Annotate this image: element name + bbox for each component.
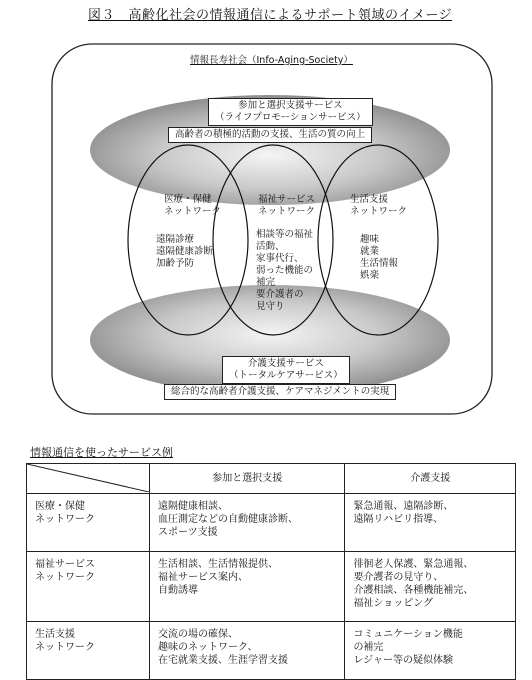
medical-circle-items: 遠隔診療 遠隔健康診断 加齢予防: [156, 234, 214, 269]
welfare-circle-items: 相談等の福祉 活動、 家事代行、 弱った機能の 補完 要介護者の 見守り: [256, 229, 314, 312]
participation-description: 高齢者の積極的活動の支援、生活の質の向上: [168, 127, 372, 143]
table-title: 情報通信を使ったサービス例: [30, 446, 173, 459]
society-label: 情報長寿社会（Info-Aging-Society）: [186, 54, 357, 68]
life-circle-items: 趣味 就業 生活情報 娯楽: [360, 234, 399, 281]
care-box-line-2: （トータルケアサービス）: [229, 370, 343, 381]
participation-service-box: [208, 98, 373, 126]
row-label-medical: 医療・保健 ネットワーク: [27, 494, 150, 552]
table-row: [27, 622, 516, 680]
welfare-circle-title: 福祉サービス ネットワーク: [258, 194, 316, 217]
table-header-row: [27, 464, 516, 494]
cell-medical-participation: 遠隔健康相談、 血圧測定などの自動健康診断、 スポーツ支援: [150, 494, 345, 552]
table-row: [27, 552, 516, 622]
care-box-line-1: 介護支援サービス: [247, 358, 324, 369]
medical-circle-title: 医療・保健 ネットワーク: [164, 194, 222, 217]
table-corner-cell: [27, 464, 150, 494]
header-participation: 参加と選択支援: [150, 464, 345, 494]
row-label-welfare: 福祉サービス ネットワーク: [27, 552, 150, 622]
cell-medical-care: 緊急通報、遠隔診断、 遠隔リハビリ指導、: [345, 494, 516, 552]
cell-welfare-participation: 生活相談、生活情報提供、 福祉サービス案内、 自動誘導: [150, 552, 345, 622]
life-circle-title: 生活支援 ネットワーク: [350, 194, 408, 217]
figure-title: 図３ 高齢化社会の情報通信によるサポート領域のイメージ: [88, 8, 453, 23]
care-service-box: [222, 356, 350, 384]
care-description: 総合的な高齢者介護支援、ケアマネジメントの実現: [164, 384, 396, 400]
participation-box-line-2: （ライフプロモーションサービス）: [215, 112, 366, 123]
header-care: 介護支援: [345, 464, 516, 494]
row-label-life: 生活支援 ネットワーク: [27, 622, 150, 680]
service-examples-table: [26, 463, 516, 680]
table-row: [27, 494, 516, 552]
corner-diagonal: [27, 464, 149, 492]
cell-welfare-care: 徘徊老人保護、緊急通報、 要介護者の見守り、 介護相談、各種機能補完、 福祉ショッピング: [345, 552, 516, 622]
cell-life-participation: 交流の場の確保、 趣味のネットワーク、 在宅就業支援、生涯学習支援: [150, 622, 345, 680]
participation-box-line-1: 参加と選択支援サービス: [238, 100, 343, 111]
cell-life-care: コミュニケーション機能 の補完 レジャー等の疑似体験: [345, 622, 516, 680]
